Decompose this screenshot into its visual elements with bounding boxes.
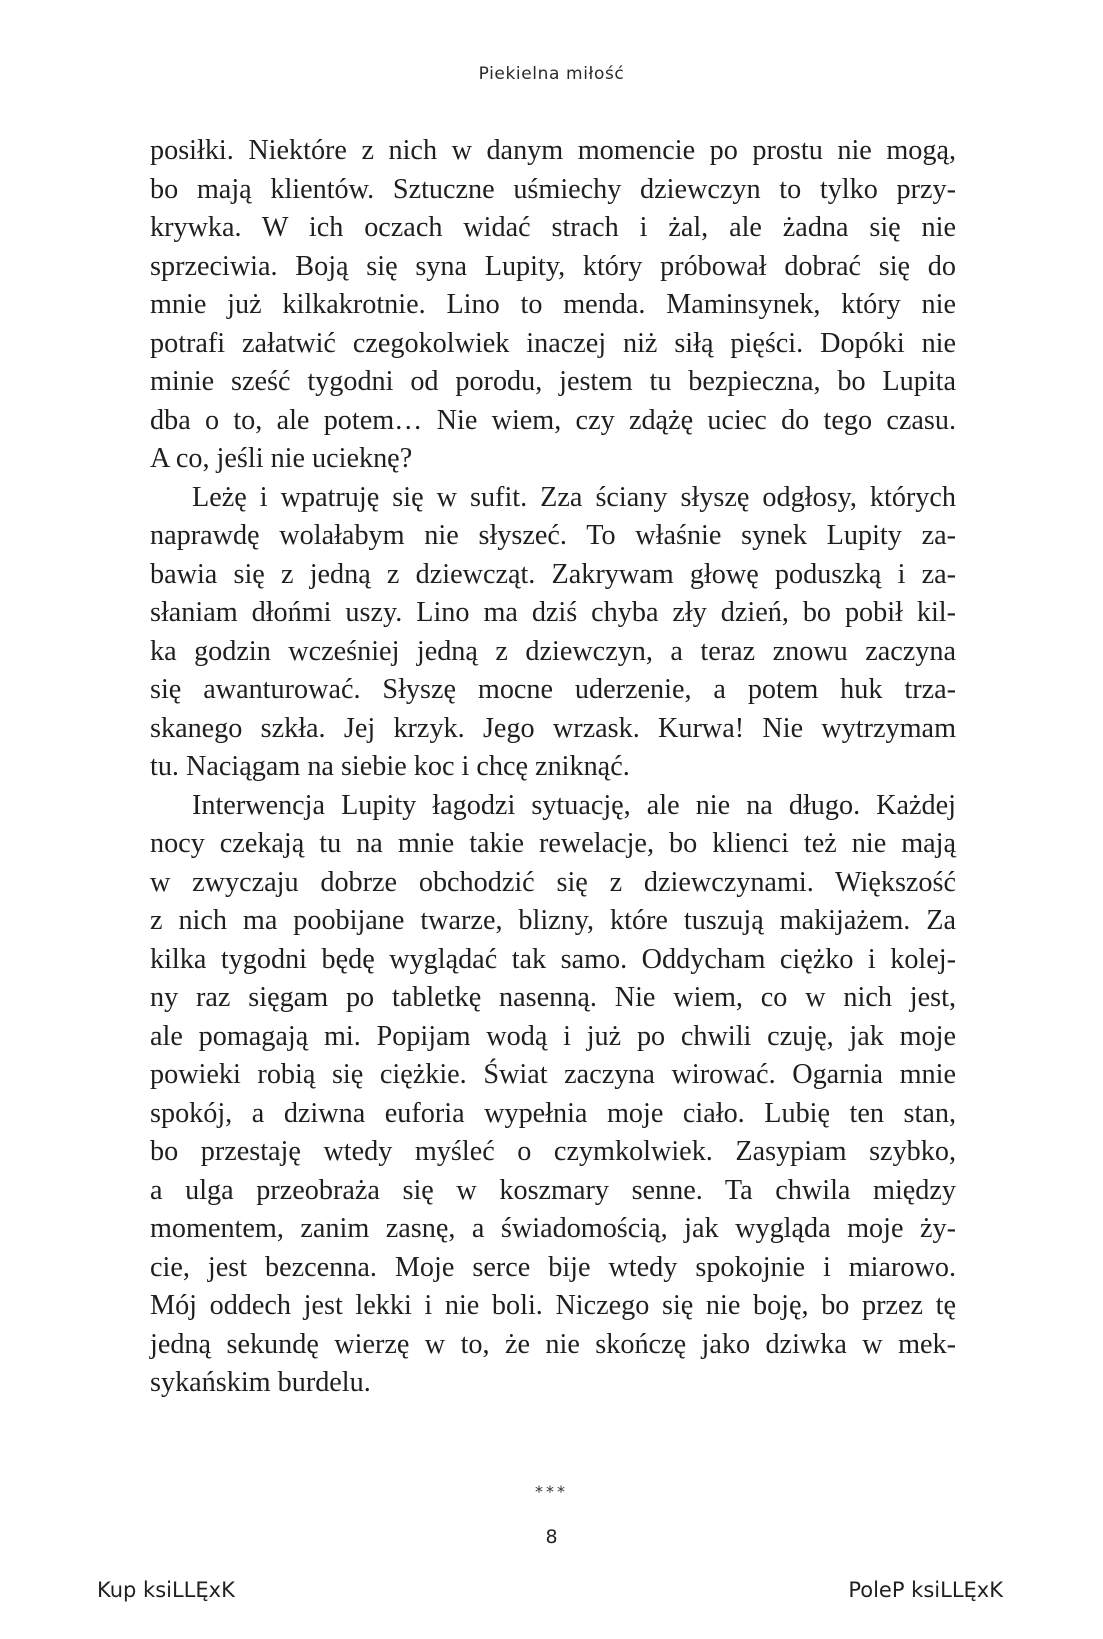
text-line: sprzeciwia. Boją się syna Lupity, który próbował dobrać się do: [150, 250, 956, 282]
text-line: słaniam dłońmi uszy. Lino ma dziś chyba zły dzień, bo pobił kil-: [150, 597, 956, 628]
text-line: posiłki. Niektóre z nich w danym momencie po prostu nie mogą,: [150, 135, 956, 166]
text-line: Interwencja Lupity łagodzi sytuację, ale nie na długo. Każdej: [192, 789, 956, 821]
text-line: Leżę i wpatruję się w sufit. Zza ściany słyszę odgłosy, których: [192, 481, 956, 513]
text-line: krywka. W ich oczach widać strach i żal, ale żadna się nie: [150, 212, 956, 243]
text-line: w zwyczaju dobrze obchodzić się z dziewczynami. Większość: [150, 866, 956, 898]
text-line: spokój, a dziwna euforia wypełnia moje ciało. Lubię ten stan,: [150, 1097, 956, 1129]
text-line: bo przestaję wtedy myśleć o czymkolwiek. Zasypiam szybko,: [150, 1136, 956, 1167]
text-line: cie, jest bezcenna. Moje serce bije wtedy spokojnie i miarowo.: [150, 1251, 956, 1283]
text-line: A co, jeśli nie ucieknę?: [150, 443, 413, 474]
text-line: skanego szkła. Jej krzyk. Jego wrzask. Kurwa! Nie wytrzymam: [150, 712, 956, 744]
recommend-book-link[interactable]: PoleP ksiLLĘxK: [848, 1578, 1003, 1602]
text-line: nocy czekają tu na mnie takie rewelacje, bo klienci też nie mają: [150, 828, 956, 859]
running-header-title: Piekielna miłość: [478, 64, 625, 84]
page-body-text: [150, 132, 956, 1403]
text-line: kilka tygodni będę wyglądać tak samo. Oddycham ciężko i kolej-: [150, 943, 956, 975]
text-line: ale pomagają mi. Popijam wodą i już po chwili czuję, jak moje: [150, 1020, 956, 1052]
text-line: bo mają klientów. Sztuczne uśmiechy dziewczyn to tylko przy-: [150, 173, 956, 205]
text-line: momentem, zanim zasnę, a świadomością, jak wygląda moje ży-: [150, 1213, 956, 1244]
text-line: ny raz sięgam po tabletkę nasenną. Nie wiem, co w nich jest,: [150, 982, 956, 1013]
text-line: minie sześć tygodni od porodu, jestem tu bezpieczna, bo Lupita: [150, 366, 956, 397]
text-line: powieki robią się ciężkie. Świat zaczyna wirować. Ogarnia mnie: [150, 1059, 956, 1090]
text-line: dba o to, ale potem… Nie wiem, czy zdążę uciec do tego czasu.: [150, 404, 956, 436]
page-number: 8: [545, 1526, 558, 1548]
text-line: jedną sekundę wierzę w to, że nie skończę jako dziwka w mek-: [150, 1328, 956, 1360]
text-line: Mój oddech jest lekki i nie boli. Niczego się nie boję, bo przez tę: [150, 1290, 956, 1321]
text-line: mnie już kilkakrotnie. Lino to menda. Maminsynek, który nie: [150, 289, 956, 320]
text-line: bawia się z jedną z dziewcząt. Zakrywam głowę poduszką i za-: [150, 558, 956, 590]
text-line: ka godzin wcześniej jedną z dziewczyn, a teraz znowu zaczyna: [150, 635, 956, 667]
text-line: tu. Naciągam na siebie koc i chcę zniknąć.: [150, 751, 630, 782]
buy-book-link[interactable]: Kup ksiLLĘxK: [97, 1578, 235, 1602]
section-break: ***: [535, 1482, 568, 1501]
text-line: sykańskim burdelu.: [150, 1367, 371, 1398]
text-line: się awanturować. Słyszę mocne uderzenie, a potem huk trza-: [150, 674, 956, 705]
text-line: naprawdę wolałabym nie słyszeć. To właśnie synek Lupity za-: [150, 520, 956, 551]
text-line: z nich ma poobijane twarze, blizny, które tuszują makijażem. Za: [150, 905, 956, 936]
text-line: potrafi załatwić czegokolwiek inaczej niż siłą pięści. Dopóki nie: [150, 327, 956, 359]
text-line: a ulga przeobraża się w koszmary senne. Ta chwila między: [150, 1174, 956, 1206]
